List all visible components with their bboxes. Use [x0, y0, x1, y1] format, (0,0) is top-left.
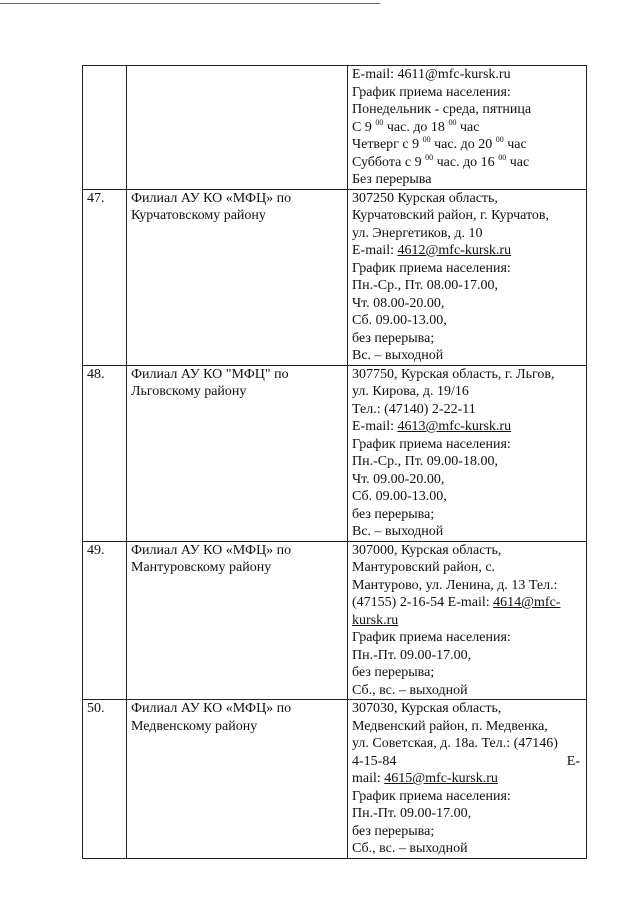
cell-number	[83, 66, 127, 190]
cell-contacts: 307750, Курская область, г. Льгов, ул. Кирова, д. 19/16 Тел.: (47140) 2-22-11 E-mail: 4613@mfc-kursk.ru График приема населения: Пн.-Ср., Пт. 09.00-18.00, Чт. 09.00-20.00, Сб. 09.00-13.00, без перерыва; Вс. – выходной	[348, 365, 587, 541]
branches-table	[82, 65, 587, 859]
email-link[interactable]: 4611@mfc-kursk.ru	[397, 67, 511, 82]
cell-contacts: 307030, Курская область, Медвенский район, п. Медвенка, ул. Советская, д. 18а. Тел.: (47146) 4-15-84 E- mail: 4615@mfc-kursk.ru График приема населения: Пн.-Пт. 09.00-17.00, без перерыва; Сб., вс. – выходной	[348, 700, 587, 859]
cell-number: 50.	[83, 700, 127, 859]
cell-number: 49.	[83, 541, 127, 700]
cell-name: Филиал АУ КО "МФЦ" по Льговскому району	[127, 365, 348, 541]
cell-name: Филиал АУ КО «МФЦ» по Медвенскому району	[127, 700, 348, 859]
schedule-title: График приема населения:	[352, 630, 511, 645]
cell-contacts: E-mail: 4611@mfc-kursk.ru График приема населения: Понедельник - среда, пятница С 9 $^{00}$ час. до 18 $^{00}$ час Четверг с 9 $^{00}$ час. до 20 $^{00}$ час Суббота с 9 $^{00}$ час. до 16 $^{00}$ час Без перерыва	[348, 66, 587, 190]
table-row	[83, 189, 587, 365]
email-link[interactable]: 4614@mfc-	[493, 595, 561, 610]
email-link[interactable]: 4612@mfc-kursk.ru	[397, 243, 512, 258]
header-rule	[0, 3, 380, 4]
cell-number: 48.	[83, 365, 127, 541]
cell-name: Филиал АУ КО «МФЦ» по Мантуровскому району	[127, 541, 348, 700]
table-row	[83, 365, 587, 541]
cell-contacts: 307000, Курская область, Мантуровский район, с. Мантурово, ул. Ленина, д. 13 Тел.: (47155) 2-16-54 E-mail: 4614@mfc- kursk.ru График приема населения: Пн.-Пт. 09.00-17.00, без перерыва; Сб., вс. – выходной	[348, 541, 587, 700]
cell-name: Филиал АУ КО «МФЦ» по Курчатовскому району	[127, 189, 348, 365]
schedule-title: График приема населения:	[352, 84, 511, 100]
table-row	[83, 700, 587, 859]
schedule-title: График приема населения:	[352, 436, 511, 452]
email-link[interactable]: 4615@mfc-kursk.ru	[384, 771, 498, 786]
email-link-continued[interactable]: kursk.ru	[352, 612, 399, 628]
email-link[interactable]: 4613@mfc-kursk.ru	[397, 419, 512, 434]
table-row	[83, 541, 587, 700]
table-row	[83, 66, 587, 190]
schedule-title: График приема населения:	[352, 788, 511, 804]
schedule-title: График приема населения:	[352, 260, 511, 276]
cell-name	[127, 66, 348, 190]
cell-contacts: 307250 Курская область, Курчатовский район, г. Курчатов, ул. Энергетиков, д. 10 E-mail: 4612@mfc-kursk.ru График приема населения: Пн.-Ср., Пт. 08.00-17.00, Чт. 08.00-20.00, Сб. 09.00-13.00, без перерыва; Вс. – выходной	[348, 189, 587, 365]
cell-number: 47.	[83, 189, 127, 365]
